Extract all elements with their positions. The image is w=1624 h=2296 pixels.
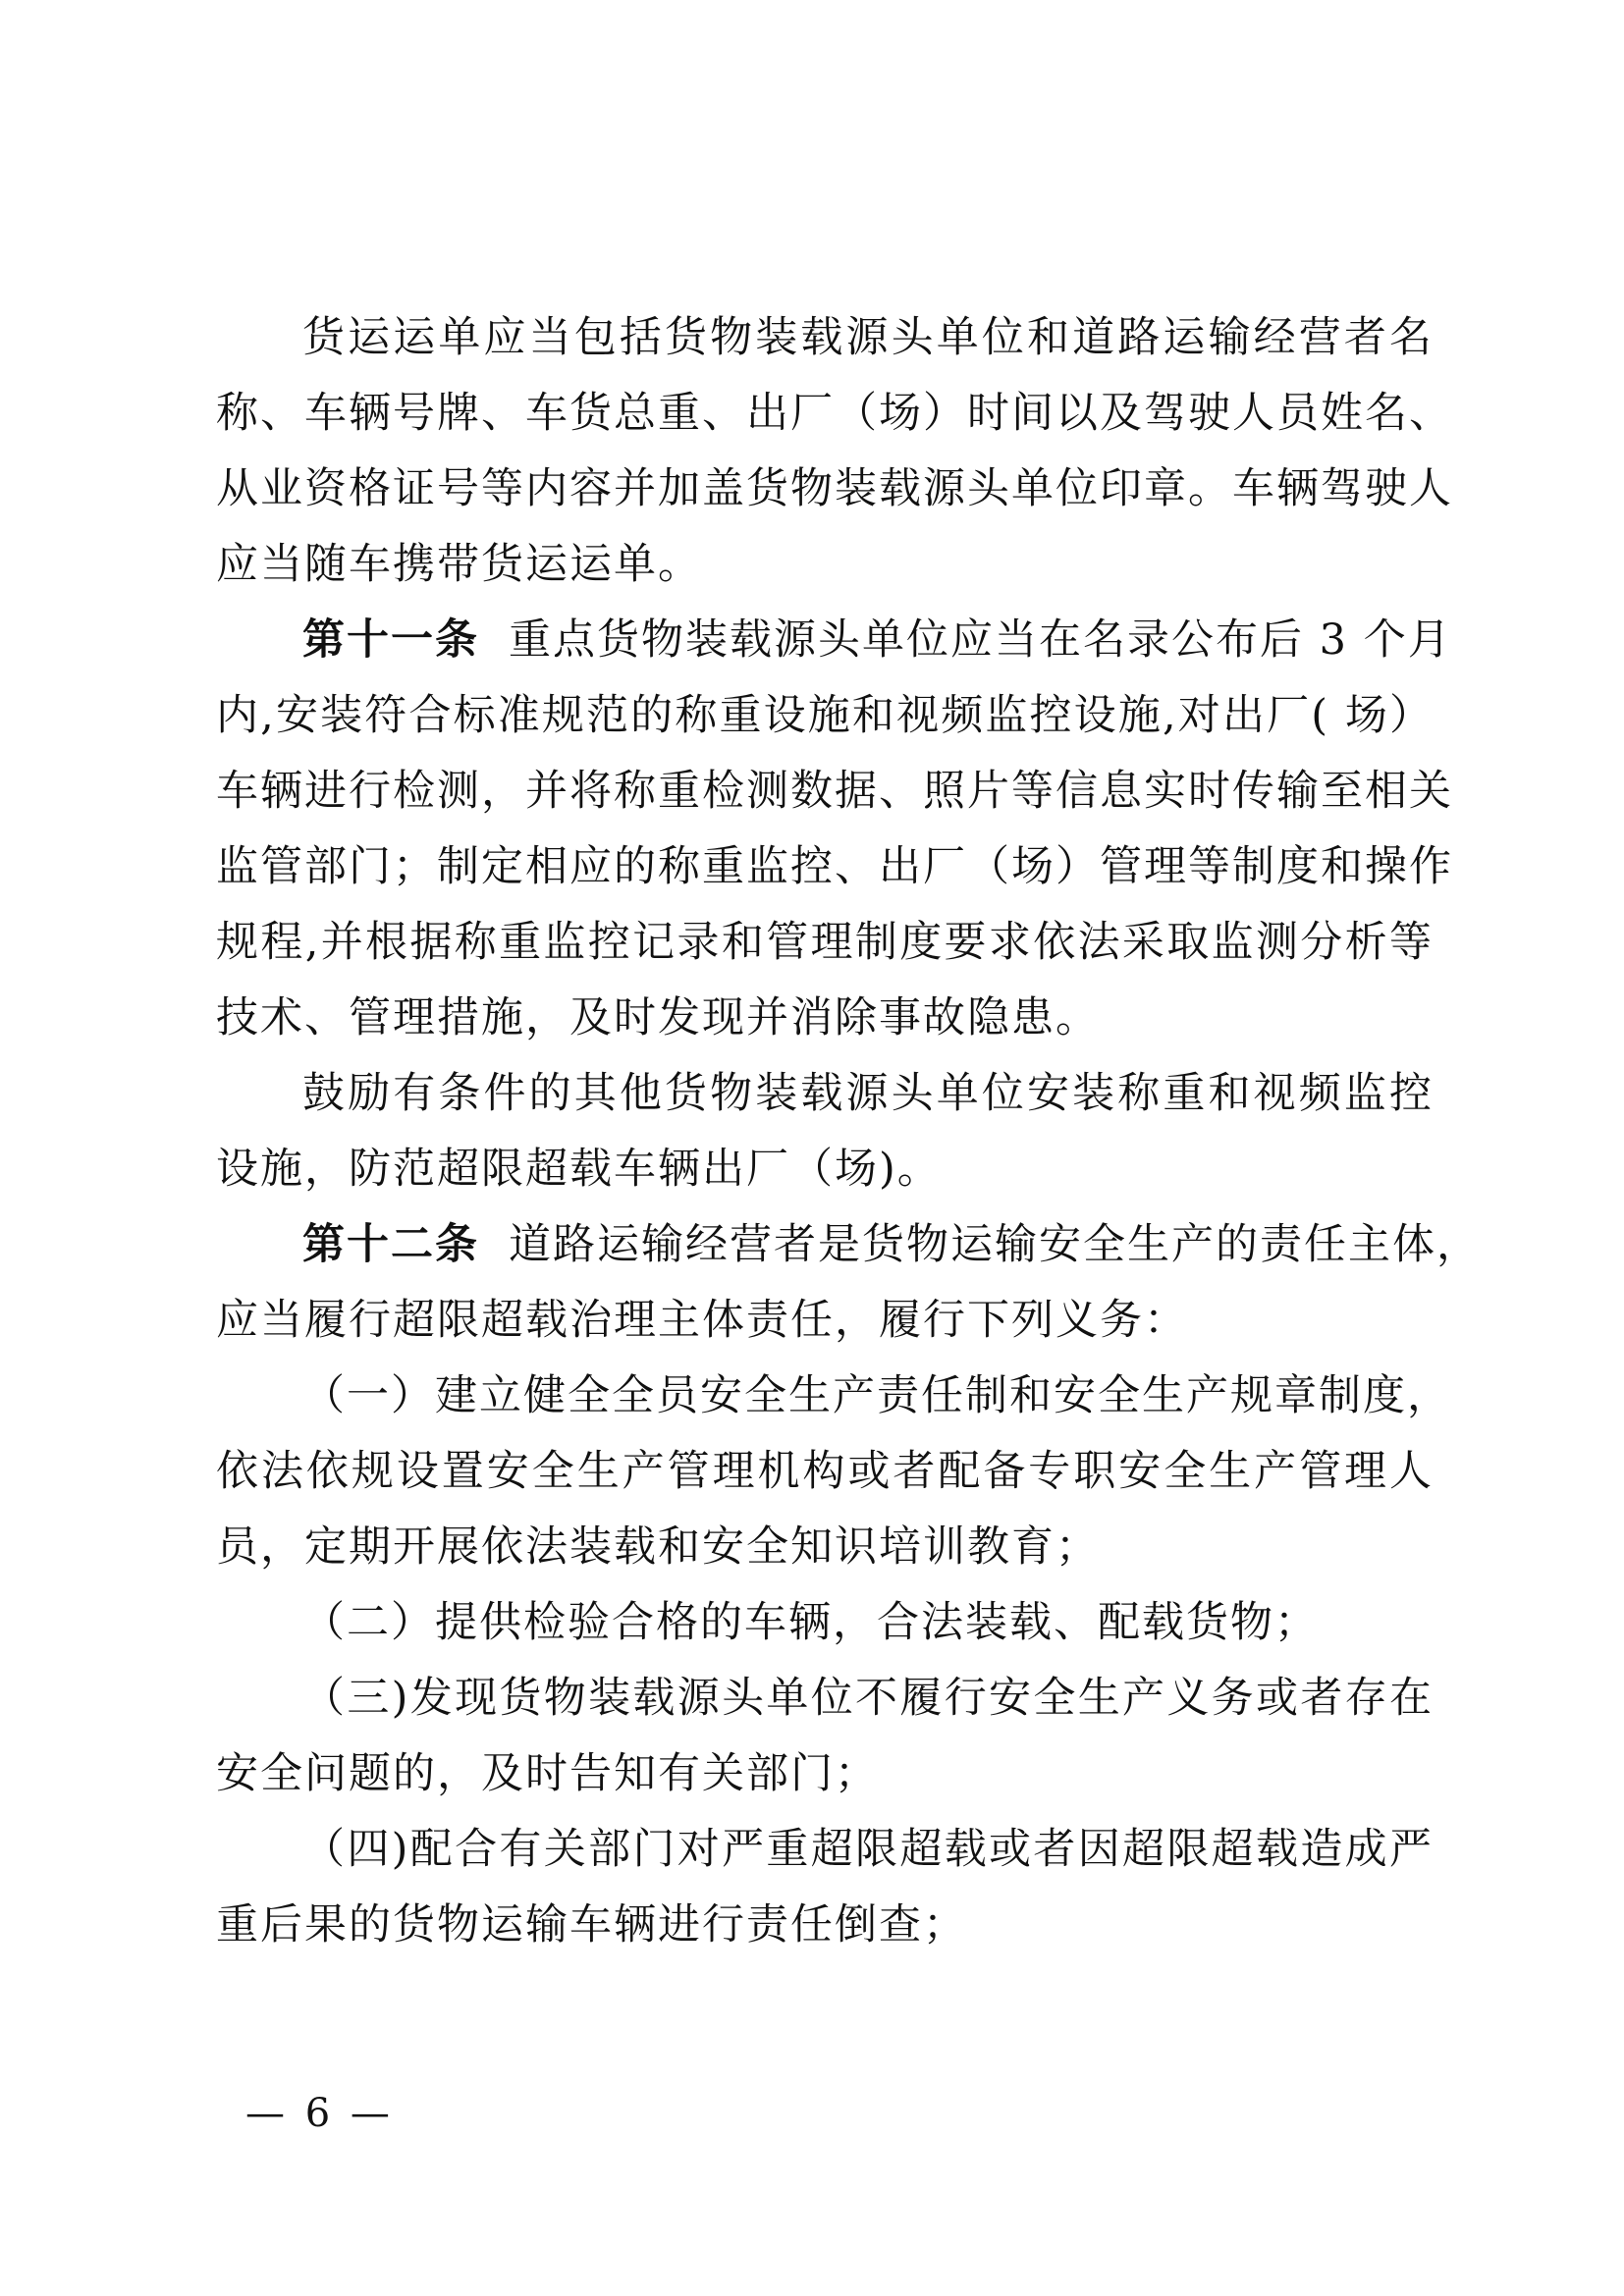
text-line: （三)发现货物装载源头单位不履行安全生产义务或者存在 <box>302 1674 1434 1723</box>
text-line: （一）建立健全全员安全生产责任制和安全生产规章制度， <box>302 1371 1451 1420</box>
text-line: 设施，防范超限超载车辆出厂（场)。 <box>216 1145 942 1194</box>
text-line: 依法依规设置安全生产管理机构或者配备专职安全生产管理人 <box>216 1447 1434 1496</box>
article-heading: 第十一条 <box>302 615 479 665</box>
text-line: 货运运单应当包括货物装载源头单位和道路运输经营者名 <box>302 313 1434 362</box>
text-line: 应当随车携带货运运单。 <box>216 540 702 589</box>
text-line: 从业资格证号等内容并加盖货物装载源头单位印章。车辆驾驶人 <box>216 464 1453 513</box>
document-body <box>216 300 1481 1963</box>
article-heading: 第十二条 <box>302 1220 479 1269</box>
text-line: （四)配合有关部门对严重超限超载或者因超限超载造成严 <box>302 1825 1434 1874</box>
text-line: （二）提供检验合格的车辆，合法装载、配载货物； <box>302 1598 1319 1647</box>
text-line: 重点货物装载源头单位应当在名录公布后 3 个月 <box>509 615 1452 665</box>
text-line: 重后果的货物运输车辆进行责任倒查； <box>216 1900 967 1949</box>
text-line: 称、车辆号牌、车货总重、出厂（场）时间以及驾驶人员姓名、 <box>216 389 1453 438</box>
text-line: 规程,并根据称重监控记录和管理制度要求依法采取监测分析等 <box>216 918 1434 967</box>
text-line: 鼓励有条件的其他货物装载源头单位安装称重和视频监控 <box>302 1069 1434 1118</box>
text-line: 车辆进行检测，并将称重检测数据、照片等信息实时传输至相关 <box>216 767 1453 816</box>
text-line: 员，定期开展依法装载和安全知识培训教育； <box>216 1522 1100 1572</box>
text-line: 监管部门；制定相应的称重监控、出厂（场）管理等制度和操作 <box>216 842 1453 891</box>
page-number: — 6 — <box>245 2091 394 2136</box>
text-line: 道路运输经营者是货物运输安全生产的责任主体， <box>509 1220 1481 1269</box>
text-line: 应当履行超限超载治理主体责任，履行下列义务： <box>216 1296 1188 1345</box>
text-line: 技术、管理措施，及时发现并消除事故隐患。 <box>216 993 1100 1042</box>
article-first-line <box>216 603 1452 678</box>
article-first-line <box>216 1207 1481 1283</box>
text-line: 安全问题的，及时告知有关部门； <box>216 1749 879 1798</box>
text-line: 内,安装符合标准规范的称重设施和视频监控设施,对出厂( 场） <box>216 691 1434 740</box>
